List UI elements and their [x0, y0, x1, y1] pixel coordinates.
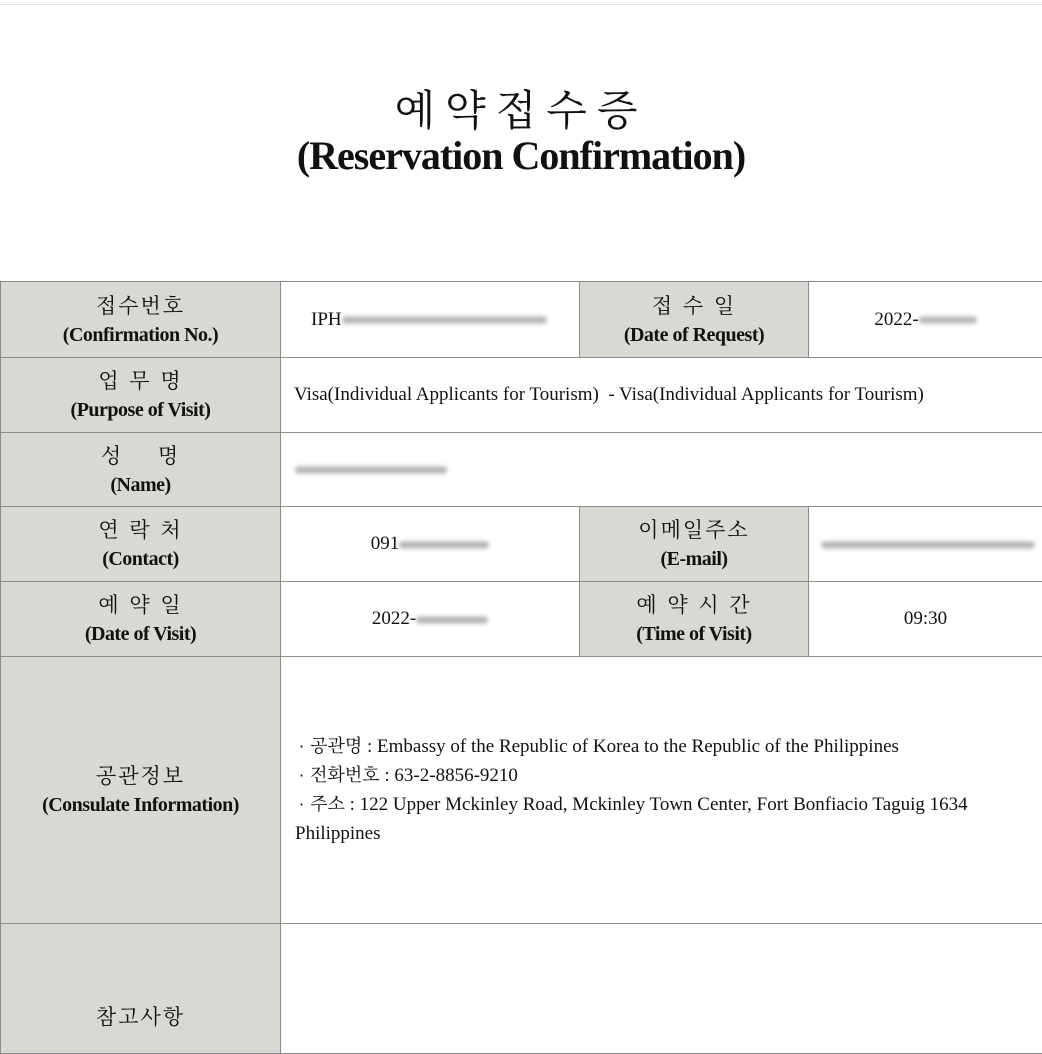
date-of-visit-label: 예 약 일 (Date of Visit) — [1, 582, 281, 657]
contact-value — [281, 507, 580, 582]
redacted-contact — [399, 541, 489, 549]
consulate-details — [281, 732, 1042, 848]
redacted-name — [295, 466, 447, 474]
time-of-visit-value: 09:30 — [809, 582, 1042, 657]
date-of-request-prefix: 2022- — [874, 309, 918, 330]
confirmation-no-prefix: IPH — [311, 309, 342, 330]
consulate-address-line: · 주소 : 122 Upper Mckinley Road, Mckinley Town Center, Fort Bonfiacio Taguig 1634 Philippines — [281, 790, 1035, 848]
email-value — [809, 507, 1042, 582]
reservation-table — [0, 281, 1042, 1054]
table-row — [1, 282, 1042, 358]
table-row — [1, 433, 1042, 507]
consulate-info — [281, 657, 1042, 924]
contact-prefix: 091 — [371, 533, 400, 554]
purpose-value: Visa(Individual Applicants for Tourism) - Visa(Individual Applicants for Tourism) — [281, 358, 1042, 433]
confirmation-no-value — [281, 282, 580, 358]
notes-label: 참고사항 — [1, 924, 281, 1054]
document-title-korean: 예약접수증 — [0, 78, 1042, 138]
top-border-line — [0, 4, 1042, 5]
date-of-request-value — [809, 282, 1042, 358]
redacted-date-of-request — [919, 316, 977, 324]
date-of-visit-value — [281, 582, 580, 657]
name-label: 성 명 (Name) — [1, 433, 281, 507]
consulate-label: 공관정보 (Consulate Information) — [1, 657, 281, 924]
consulate-phone-line: · 전화번호 : 63-2-8856-9210 — [295, 761, 1042, 790]
date-of-visit-prefix: 2022- — [372, 608, 416, 629]
table-row — [1, 507, 1042, 582]
redacted-date-of-visit — [416, 616, 488, 624]
table-row — [1, 657, 1042, 924]
purpose-label: 업 무 명 (Purpose of Visit) — [1, 358, 281, 433]
notes-value — [281, 924, 1042, 1054]
redacted-confirmation-no — [342, 316, 547, 324]
table-row — [1, 358, 1042, 433]
table-row — [1, 582, 1042, 657]
consulate-name-line: · 공관명 : Embassy of the Republic of Korea to the Republic of the Philippines — [295, 732, 1042, 761]
redacted-email — [821, 541, 1035, 549]
email-label: 이메일주소 (E-mail) — [580, 507, 809, 582]
date-of-request-label: 접 수 일 (Date of Request) — [580, 282, 809, 358]
table-row — [1, 924, 1042, 1054]
document-title-english: (Reservation Confirmation) — [0, 132, 1042, 179]
name-value — [281, 433, 1042, 507]
contact-label: 연 락 처 (Contact) — [1, 507, 281, 582]
time-of-visit-label: 예 약 시 간 (Time of Visit) — [580, 582, 809, 657]
confirmation-no-label: 접수번호 (Confirmation No.) — [1, 282, 281, 358]
